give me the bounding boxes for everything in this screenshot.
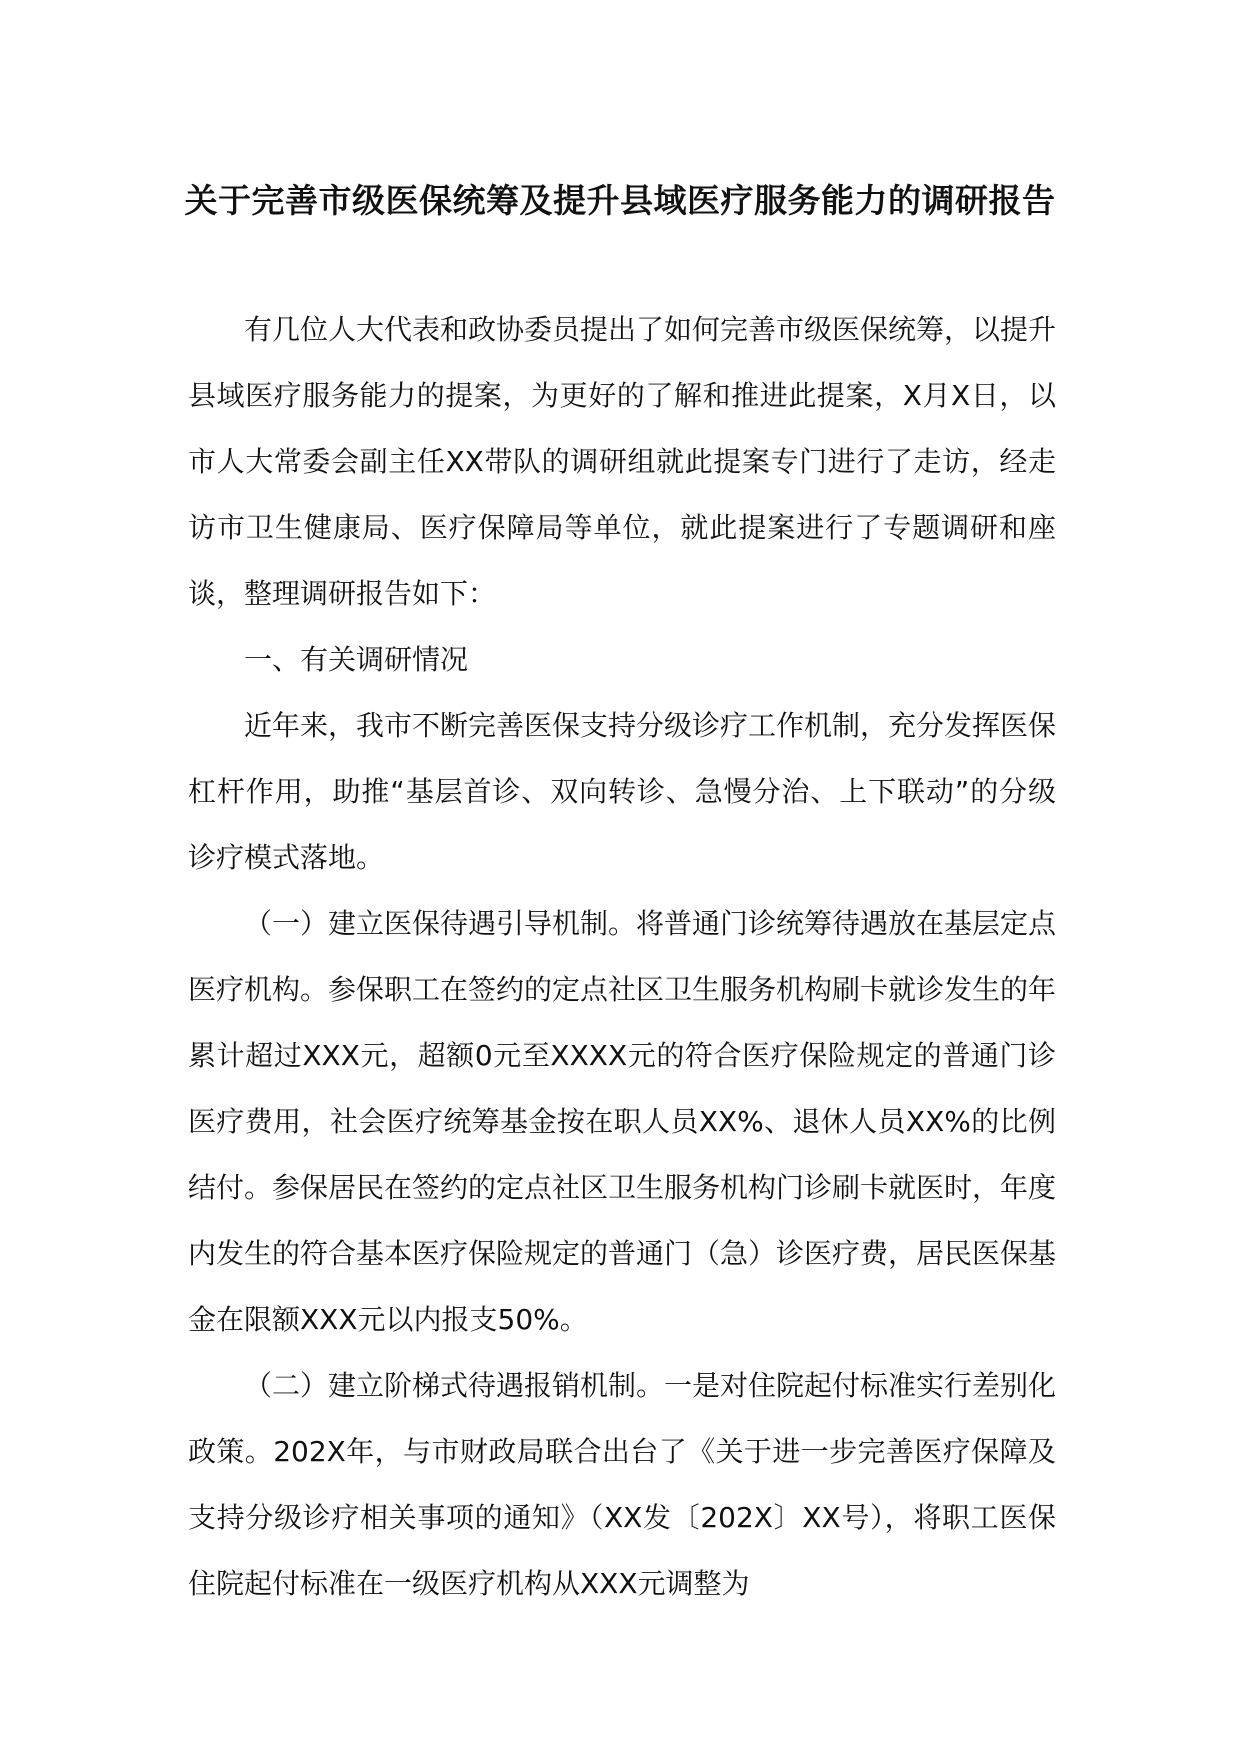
paragraph-item-1: （一）建立医保待遇引导机制。将普通门诊统筹待遇放在基层定点医疗机构。参保职工在签约的定点社区卫生服务机构刷卡就诊发生的年累计超过XXX元，超额0元至XXXX元的符合医疗保险规定的普通门诊医疗费用，社会医疗统筹基金按在职人员XX%、退休人员XX%的比例结付。参保居民在签约的定点社区卫生服务机构门诊刷卡就医时，年度内发生的符合基本医疗保险规定的普通门（急）诊医疗费，居民医保基金在限额XXX元以内报支50%。: [188, 907, 1057, 1336]
paragraph-overview: 近年来，我市不断完善医保支持分级诊疗工作机制，充分发挥医保杠杆作用，助推“基层首诊、双向转诊、急慢分治、上下联动”的分级诊疗模式落地。: [188, 709, 1057, 874]
document-body: [188, 297, 1056, 1617]
paragraph-intro: 有几位人大代表和政协委员提出了如何完善市级医保统筹，以提升县域医疗服务能力的提案，为更好的了解和推进此提案，X月X日，以市人大常委会副主任XX带队的调研组就此提案专门进行了走访，经走访市卫生健康局、医疗保障局等单位，就此提案进行了专题调研和座谈，整理调研报告如下：: [188, 313, 1057, 610]
paragraph-item-2: （二）建立阶梯式待遇报销机制。一是对住院起付标准实行差别化政策。202X年，与市财政局联合出台了《关于进一步完善医疗保障及支持分级诊疗相关事项的通知》（XX发〔202X〕XX号），将职工医保住院起付标准在一级医疗机构从XXX元调整为: [188, 1369, 1057, 1600]
document-title: 关于完善市级医保统筹及提升县域医疗服务能力的调研报告: [184, 181, 1056, 220]
section-heading-1: 一、有关调研情况: [244, 643, 469, 676]
